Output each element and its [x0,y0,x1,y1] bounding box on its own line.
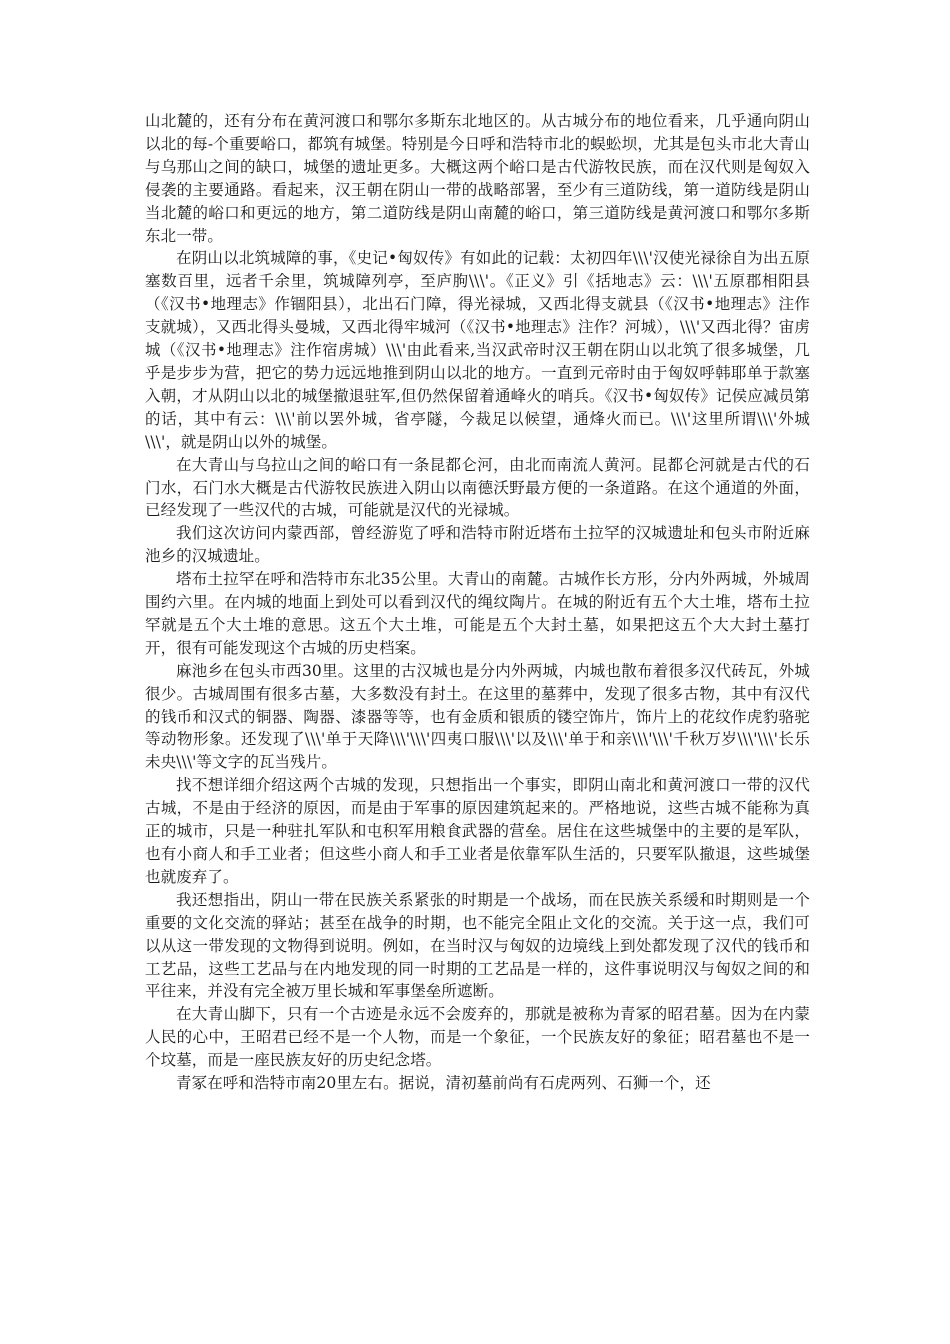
paragraph: 在大青山脚下，只有一个古迹是永远不会废弃的，那就是被称为青冢的昭君墓。因为在内蒙人民的心中，王昭君已经不是一个人物，而是一个象征，一个民族友好的象征；昭君墓也不是一个坟墓，而是一座民族友好的历史纪念塔。 [145,1005,810,1070]
paragraph-truncated: 青冢在呼和浩特市南20里左右。据说，清初墓前尚有石虎两列、石狮一个，还 [176,1074,711,1093]
paragraph: 我们这次访问内蒙西部，曾经游览了呼和浩特市附近塔布土拉罕的汉城遗址和包头市附近麻池乡的汉城遗址。 [145,524,810,566]
paragraph: 在大青山与乌拉山之间的峪口有一条昆都仑河，由北而南流人黄河。昆都仑河就是古代的石门水，石门水大概是古代游牧民族进入阴山以南德沃野最方便的一条道路。在这个通道的外面，已经发现了一些汉代的古城，可能就是汉代的光禄城。 [145,455,810,520]
paragraph: 我还想指出，阴山一带在民族关系紧张的时期是一个战场，而在民族关系缓和时期则是一个重要的文化交流的驿站；甚至在战争的时期，也不能完全阻止文化的交流。关于这一点，我们可以从这一带发现的文物得到说明。例如，在当时汉与匈奴的边境线上到处都发现了汉代的钱币和工艺品，这些工艺品与在内地发现的同一时期的工艺品是一样的，这件事说明汉与匈奴之间的和平往来，并没有完全被万里长城和军事堡垒所遮断。 [145,890,810,1001]
paragraph: 在阴山以北筑城障的事，《史记•匈奴传》有如此的记载：太初四年\\\'汉使光禄徐自为出五原塞数百里，远者千余里，筑城障列亭，至庐朐\\\'。《正义》引《括地志》云：\\\'五原郡相阳县（《汉书•地理志》作锢阳县），北出石门障，得光禄城，又西北得支就县（《汉书•地理志》注作支就城），又西北得头曼城，又西北得牢城河（《汉书•地理志》注作？河城），\\\'又西北得？宙虏城（《汉书•地理志》注作宿虏城）\\\'由此看来,当汉武帝时汉王朝在阴山以北筑了很多城堡，几乎是步步为营，把它的势力远远地推到阴山以北的地方。一直到元帝时由于匈奴呼韩耶单于款塞入朝，才从阴山以北的城堡撤退驻军,但仍然保留着通峰火的哨兵。《汉书•匈奴传》记侯应减员第的话，其中有云：\\\'前以罢外城，省亭隧，今裁足以候望，通烽火而已。\\\'这里所谓\\\'外城\\\'，就是阴山以外的城堡。 [145,249,810,451]
paragraph: 找不想详细介绍这两个古城的发现，只想指出一个事实，即阴山南北和黄河渡口一带的汉代古城，不是由于经济的原因，而是由于军事的原因建筑起来的。严格地说，这些古城不能称为真正的城市，只是一种驻扎军队和屯积军用粮食武器的营垒。居住在这些城堡中的主要的是军队，也有小商人和手工业者；但这些小商人和手工业者是依靠军队生活的，只要军队撤退，这些城堡也就废弃了。 [145,776,810,886]
paragraph-continued: 山北麓的，还有分布在黄河渡口和鄂尔多斯东北地区的。从古城分布的地位看来，几乎通向阴山以北的每-个重要峪口，都筑有城堡。特别是今日呼和浩特市北的蜈蚣坝，尤其是包头市北大青山与乌那山之间的缺口，城堡的遗址更多。大概这两个峪口是古代游牧民族，而在汉代则是匈奴入侵袭的主要通路。看起来，汉王朝在阴山一带的战略部署，至少有三道防线，第一道防线是阴山当北麓的峪口和更远的地方，第二道防线是阴山南麓的峪口，第三道防线是黄河渡口和鄂尔多斯东北一带。 [145,112,810,245]
paragraph: 塔布土拉罕在呼和浩特市东北35公里。大青山的南麓。古城作长方形，分内外两城，外城周围约六里。在内城的地面上到处可以看到汉代的绳纹陶片。在城的附近有五个大土堆，塔布土拉罕就是五个大土堆的意思。这五个大土堆，可能是五个大封土墓，如果把这五个大大封土墓打开，很有可能发现这个古城的历史档案。 [145,570,810,657]
paragraph: 麻池乡在包头市西30里。这里的古汉城也是分内外两城，内城也散布着很多汉代砖瓦，外城很少。古城周围有很多古墓，大多数没有封土。在这里的墓葬中，发现了很多古物，其中有汉代的钱币和汉式的铜器、陶器、漆器等等，也有金质和银质的镂空饰片，饰片上的花纹作虎豹骆驼等动物形象。还发现了\\\'单于天降\\\'\\\'四夷口服\\\'以及\\\'单于和亲\\\'\\\'千秋万岁\\\'\\\'长乐未央\\\'等文字的瓦当残片。 [145,661,810,772]
document-body [145,110,810,1095]
